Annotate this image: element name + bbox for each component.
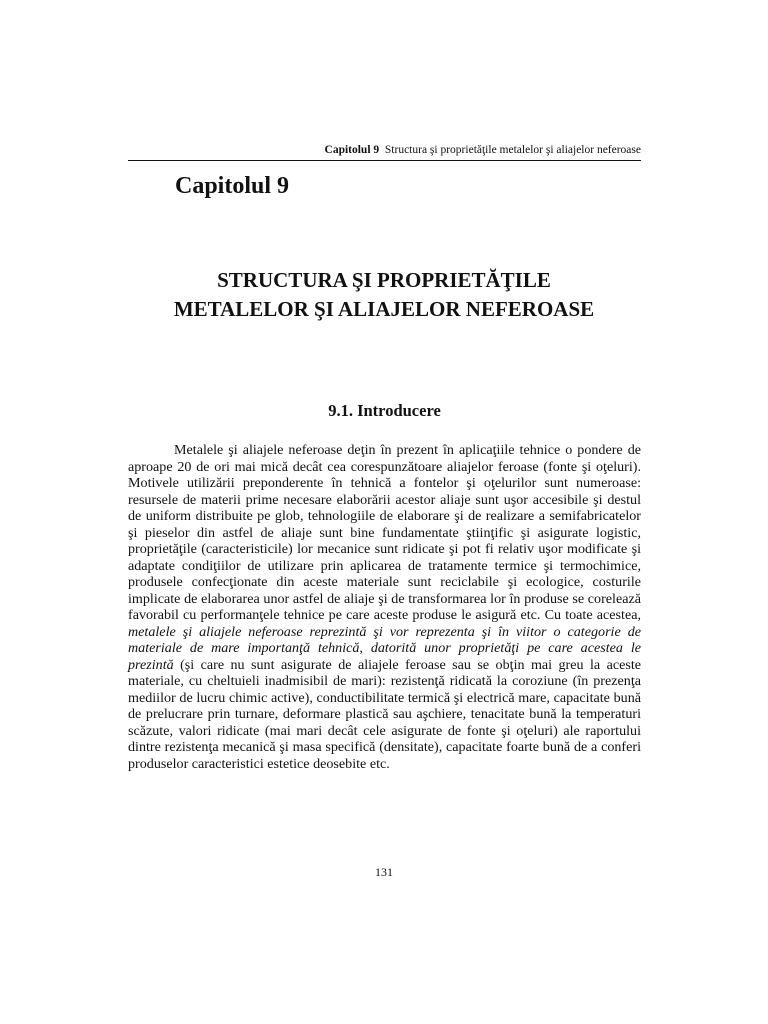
chapter-title-line-2: METALELOR ŞI ALIAJELOR NEFEROASE [173, 297, 595, 321]
paragraph-italic-text: metalele şi aliajele neferoase reprezintă şi vor reprezenta şi în viitor o categorie de materiale de mare importanţă tehnică, datorită unor proprietăţi pe care acestea le prezintă [128, 623, 641, 673]
page-number: 131 [375, 865, 393, 879]
running-header-title: Structura şi proprietăţile metalelor şi aliajelor neferoase [384, 144, 641, 156]
chapter-title [0, 266, 768, 324]
body-paragraph [128, 442, 641, 772]
running-header [128, 143, 641, 157]
paragraph-text-end: (şi care nu sunt asigurate de aliajele feroase sau se obţin mai greu la aceste materiale, cu cheltuieli inadmisibil de mari): rezistenţă ridicată la coroziune (în prezenţa mediilor de lucru chimic active), conductibilitate termică şi electrică mare, capacitate bună de prelucrare prin turnare, deformare plastică sau aşchiere, tenacitate bună la temperaturi scăzute, valori ridicate (mai mari decât cele asigurate de fonte şi oţeluri) ale raportului dintre rezistenţa mecanică şi masa specifică (densitate), capacitate foarte bună de a conferi produselor caracteristici estetice deosebite etc. [128, 656, 641, 772]
section-heading: 9.1. Introducere [328, 401, 441, 420]
paragraph-text-start: Metalele şi aliajele neferoase deţin în prezent în aplicaţiile tehnice o pondere de aproape 20 de ori mai mică decât cea corespunzătoare aliajelor feroase (fonte şi oţeluri). Motivele utilizării preponderente în tehnică a fontelor şi oţelurilor sunt numeroase: resursele de materii prime necesare elaborării acestor aliaje sunt uşor accesibile şi destul de uniform distribuite pe glob, tehnologiile de elaborare şi de realizare a semifabricatelor şi pieselor din astfel de aliaje sunt bine fundamentate ştiinţific şi asigurate logistic, proprietăţile (caracteristicile) lor mecanice sunt ridicate şi pot fi relativ uşor modificate şi adaptate condiţiilor de utilizare prin aplicarea de tratamente termice şi termochimice, produsele confecţionate din aceste materiale sunt reciclabile şi ecologice, costurile implicate de elaborarea unor astfel de aliaje şi de transformarea lor în produse se corelează favorabil cu performanţele tehnice pe care aceste produse le asigură etc. Cu toate acestea, [128, 442, 641, 623]
header-rule [128, 160, 641, 161]
chapter-label: Capitolul 9 [175, 173, 290, 199]
chapter-title-line-1: STRUCTURA ŞI PROPRIETĂŢILE [217, 268, 551, 292]
running-header-chapter: Capitolul 9 [324, 144, 380, 156]
